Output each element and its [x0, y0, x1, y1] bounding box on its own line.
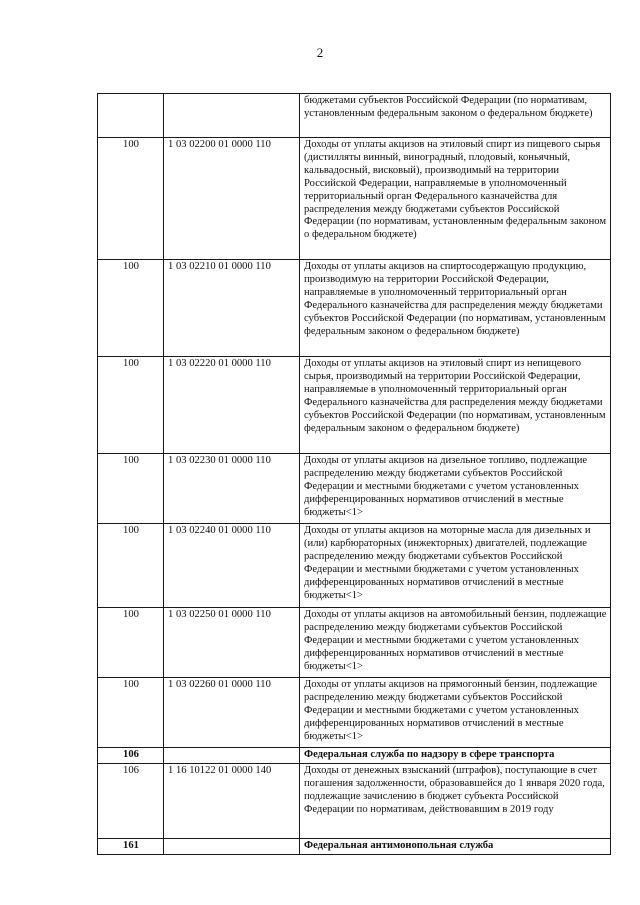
description-cell: Доходы от уплаты акцизов на дизельное топливо, подлежащие распределению между бюджетами субъектов Российской Федерации и местными бюджетами с учетом установленных дифференцированных нормативов отчислений в местные бюджеты<1>: [300, 454, 611, 524]
table-row: [98, 608, 611, 678]
admin-code-cell: 100: [98, 138, 164, 260]
admin-code-cell: 106: [98, 763, 164, 838]
table-body: [98, 94, 611, 855]
admin-code-cell: 106: [98, 748, 164, 764]
description-cell: Доходы от уплаты акцизов на этиловый спирт из пищевого сырья (дистилляты винный, виноградный, плодовый, коньячный, кальвадосный, висковый), производимый на территории Российской Федерации, направляемые в уполномоченный территориальный орган Федерального казначейства для распределения между бюджетами субъектов Российской Федерации (по нормативам, установленным федеральным законом о федеральном бюджете): [300, 138, 611, 260]
budget-code-cell: [164, 94, 300, 138]
budget-code-cell: [164, 748, 300, 764]
description-cell: Доходы от уплаты акцизов на прямогонный бензин, подлежащие распределению между бюджетами субъектов Российской Федерации и местными бюджетами с учетом установленных дифференцированных нормативов отчислений в местные бюджеты<1>: [300, 678, 611, 748]
budget-code-cell: 1 03 02200 01 0000 110: [164, 138, 300, 260]
table-row: [98, 678, 611, 748]
budget-code-cell: 1 03 02210 01 0000 110: [164, 260, 300, 357]
table-row: [98, 748, 611, 764]
admin-code-cell: 100: [98, 454, 164, 524]
description-cell: Федеральная антимонопольная служба: [300, 838, 611, 854]
table-row: [98, 454, 611, 524]
budget-code-cell: 1 03 02240 01 0000 110: [164, 524, 300, 608]
table-row: [98, 838, 611, 854]
budget-code-cell: [164, 838, 300, 854]
table-row: [98, 357, 611, 454]
revenue-codes-table: [97, 93, 611, 855]
description-cell: Доходы от уплаты акцизов на моторные масла для дизельных и (или) карбюраторных (инжекторных) двигателей, подлежащие распределению между бюджетами субъектов Российской Федерации и местными бюджетами с учетом установленных дифференцированных нормативов отчислений в местные бюджеты<1>: [300, 524, 611, 608]
admin-code-cell: 100: [98, 357, 164, 454]
table-row: [98, 260, 611, 357]
table-row: [98, 524, 611, 608]
description-cell: Доходы от уплаты акцизов на спиртосодержащую продукцию, производимую на территории Российской Федерации, направляемые в уполномоченный территориальный орган Федерального казначейства для распределения между бюджетами субъектов Российской Федерации (по нормативам, установленным федеральным законом о федеральном бюджете): [300, 260, 611, 357]
page-number: 2: [316, 45, 324, 60]
budget-code-cell: 1 03 02230 01 0000 110: [164, 454, 300, 524]
table-row: [98, 94, 611, 138]
budget-code-cell: 1 03 02250 01 0000 110: [164, 608, 300, 678]
admin-code-cell: 100: [98, 608, 164, 678]
description-cell: Доходы от уплаты акцизов на автомобильный бензин, подлежащие распределению между бюджетами субъектов Российской Федерации и местными бюджетами с учетом установленных дифференцированных нормативов отчислений в местные бюджеты<1>: [300, 608, 611, 678]
table-row: [98, 138, 611, 260]
admin-code-cell: [98, 94, 164, 138]
table-row: [98, 763, 611, 838]
admin-code-cell: 100: [98, 678, 164, 748]
budget-code-cell: 1 03 02260 01 0000 110: [164, 678, 300, 748]
budget-code-cell: 1 03 02220 01 0000 110: [164, 357, 300, 454]
description-cell: Федеральная служба по надзору в сфере транспорта: [300, 748, 611, 764]
admin-code-cell: 161: [98, 838, 164, 854]
admin-code-cell: 100: [98, 260, 164, 357]
admin-code-cell: 100: [98, 524, 164, 608]
description-cell: бюджетами субъектов Российской Федерации (по нормативам, установленным федеральным законом о федеральном бюджете): [300, 94, 611, 138]
budget-code-cell: 1 16 10122 01 0000 140: [164, 763, 300, 838]
description-cell: Доходы от денежных взысканий (штрафов), поступающие в счет погашения задолженности, образовавшейся до 1 января 2020 года, подлежащие зачислению в бюджет субъекта Российской Федерации по нормативам, действовавшим в 2019 году: [300, 763, 611, 838]
description-cell: Доходы от уплаты акцизов на этиловый спирт из непищевого сырья, производимый на территории Российской Федерации, направляемые в уполномоченный территориальный орган Федерального казначейства для распределения между бюджетами субъектов Российской Федерации (по нормативам, установленным федеральным законом о федеральном бюджете): [300, 357, 611, 454]
